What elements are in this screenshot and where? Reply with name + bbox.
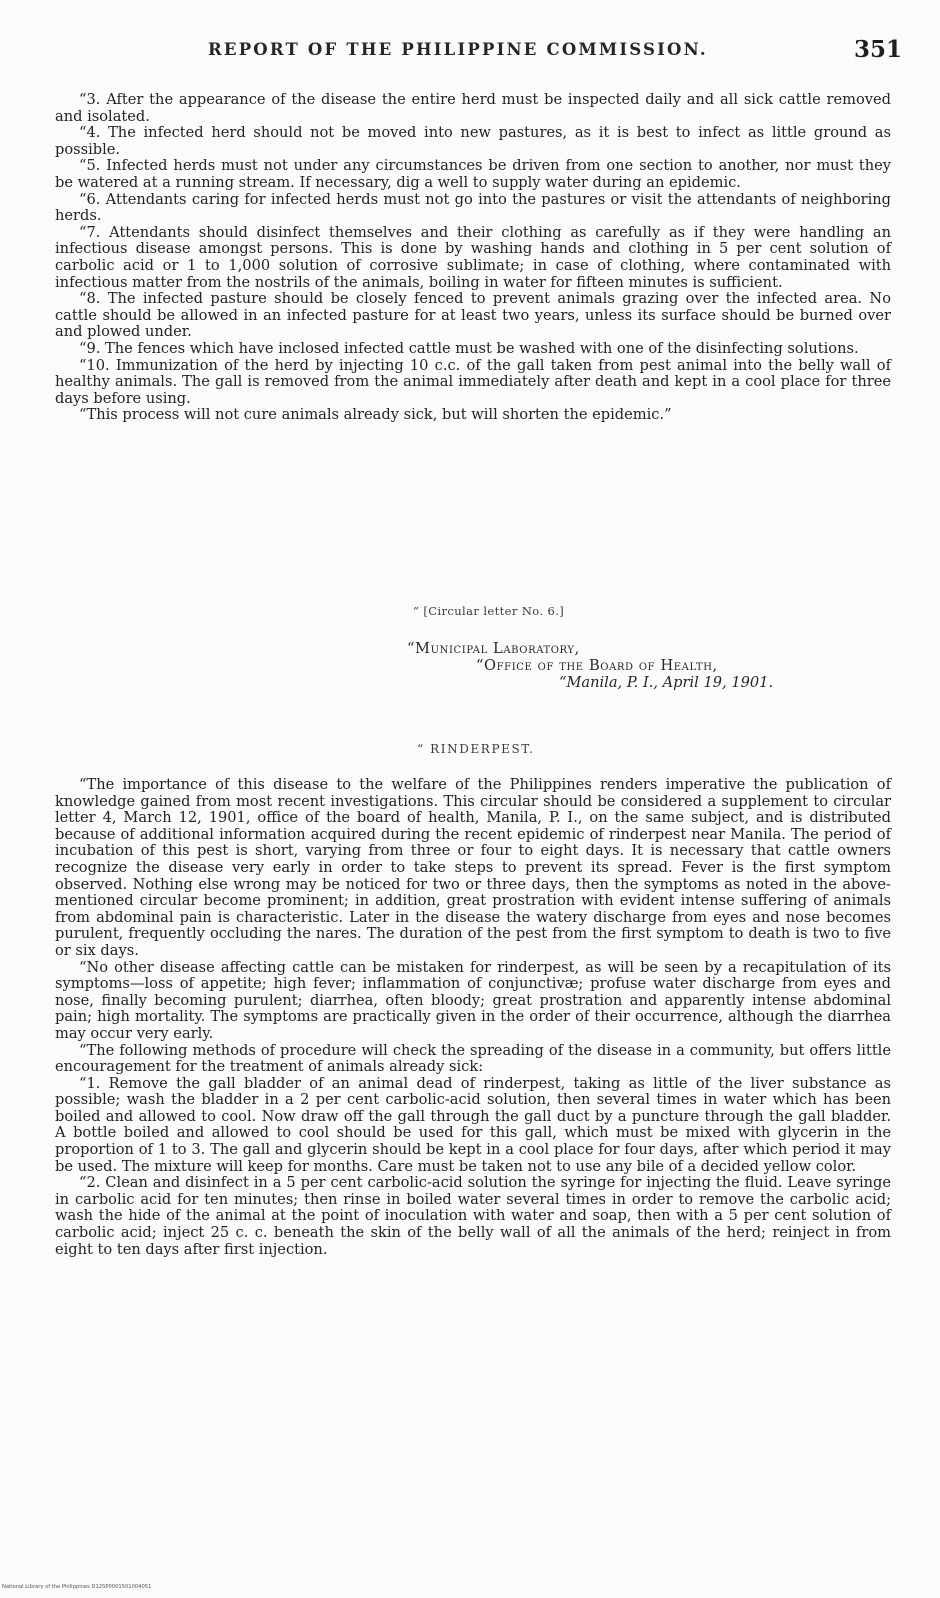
office-line: “Office of the Board of Health, — [476, 657, 718, 674]
paragraph-item-10: “10. Immunization of the herd by injecting 10 c.c. of the gall taken from pest animal into the belly wall of healthy animals. The gall is removed from the animal immediately after death and kept in a cool place for three days before using. — [55, 356, 891, 407]
page-number: 351 — [853, 36, 902, 63]
paragraph-method-2: “2. Clean and disinfect in a 5 per cent carbolic-acid solution the syringe for injecting the fluid. Leave syringe in carbolic acid for ten minutes; then rinse in boiled water several times in order to remove the carbolic acid; wash the hide of the animal at the point of inoculation with water and soap, then with a 5 per cent solution of carbolic acid; inject 25 c. c. beneath the skin of the belly wall of all the animals of the herd; reinject in from eight to ten days after first injection. — [55, 1174, 891, 1258]
paragraph-methods-intro: “The following methods of procedure will check the spreading of the disease in a community, but offers little encouragement for the treatment of animals already sick: — [55, 1041, 891, 1076]
paragraph-item-7: “7. Attendants should disinfect themselves and their clothing as carefully as if they were handling an infectious disease amongst persons. This is done by washing hands and clothing in 5 per cent solution of carbolic acid or 1 to 1,000 solution of corrosive sublimate; in case of clothing, where contaminated with infectious matter from the nostrils of the animals, boiling in water for fifteen minutes is sufficient. — [55, 223, 891, 291]
paragraph-importance: “The importance of this disease to the welfare of the Philippines renders imperative the publication of knowledge gained from most recent investigations. This circular should be considered a supplement to circular letter 4, March 12, 1901, office of the board of health, Manila, P. I., on the same subject, and is distributed because of additional information acquired during the recent epidemic of rinderpest near Manila. The period of incubation of this pest is short, varying from three or four to eight days. It is necessary that cattle owners recognize the disease very early in order to take steps to prevent its spread. Fever is the first symptom observed. Nothing else wrong may be noticed for two or three days, then the symptoms as noted in the above-mentioned circular become prominent; in addition, great prostration with evident intense suffering of animals from abdominal pain is characteristic. Later in the disease the watery discharge from eyes and nose becomes purulent, frequently occluding the nares. The duration of the pest from the first symptom to death is two to five or six days. — [55, 776, 891, 959]
body-text-section-one — [55, 92, 891, 424]
paragraph-method-1: “1. Remove the gall bladder of an animal dead of rinderpest, taking as little of the liver substance as possible; wash the bladder in a 2 per cent carbolic-acid solution, then several times in water which has been boiled and allowed to cool. Now draw off the gall through the gall duct by a puncture through the gall bladder. A bottle boiled and allowed to cool should be used for this gall, which must be mixed with glycerin in the proportion of 1 to 3. The gall and glycerin should be kept in a cool place for four days, after which period it may be used. The mixture will keep for months. Care must be taken not to use any bile of a decided yellow color. — [55, 1074, 891, 1175]
body-text-section-two — [55, 777, 891, 1258]
paragraph-item-3: “3. After the appearance of the disease the entire herd must be inspected daily and all sick cattle removed and isolated. — [55, 91, 891, 125]
paragraph-item-6: “6. Attendants caring for infected herds must not go into the pastures or visit the attendants of neighboring herds. — [55, 190, 891, 225]
paragraph-symptoms: “No other disease affecting cattle can be mistaken for rinderpest, as will be seen by a recapitulation of its symptoms—loss of appetite; high fever; inflammation of conjunctivæ; profuse water discharge from eyes and nose, finally becoming purulent; diarrhea, often bloody; great prostration and apparently intense abdominal pain; high mortality. The symptoms are practically given in the order of their occurrence, although the diarrhea may occur very early. — [55, 958, 891, 1042]
paragraph-item-5: “5. Infected herds must not under any circumstances be driven from one section to another, nor must they be watered at a running stream. If necessary, dig a well to supply water during an epidemic. — [55, 157, 891, 191]
running-head: REPORT OF THE PHILIPPINE COMMISSION. — [208, 40, 708, 59]
paragraph-item-4: “4. The infected herd should not be moved into new pastures, as it is best to infect as little ground as possible. — [55, 124, 891, 158]
paragraph-item-9: “9. The fences which have inclosed infected cattle must be washed with one of the disinfecting solutions. — [79, 339, 859, 357]
circular-letter-label: “ [Circular letter No. 6.] — [413, 604, 565, 618]
paragraph-item-8: “8. The infected pasture should be closely fenced to prevent animals grazing over the infected area. No cattle should be allowed in an infected pasture for at least two years, unless its surface should be burned over and plowed under. — [55, 290, 891, 341]
paragraph-closing-note: “This process will not cure animals already sick, but will shorten the epidemic.” — [79, 406, 672, 424]
section-heading: “ RINDERPEST. — [417, 742, 535, 756]
scan-footer: National Library of the Philippines D12SP0001501004051 — [2, 1584, 152, 1590]
laboratory-line: “Municipal Laboratory, — [407, 640, 580, 657]
date-line: “Manila, P. I., April 19, 1901. — [559, 674, 774, 691]
